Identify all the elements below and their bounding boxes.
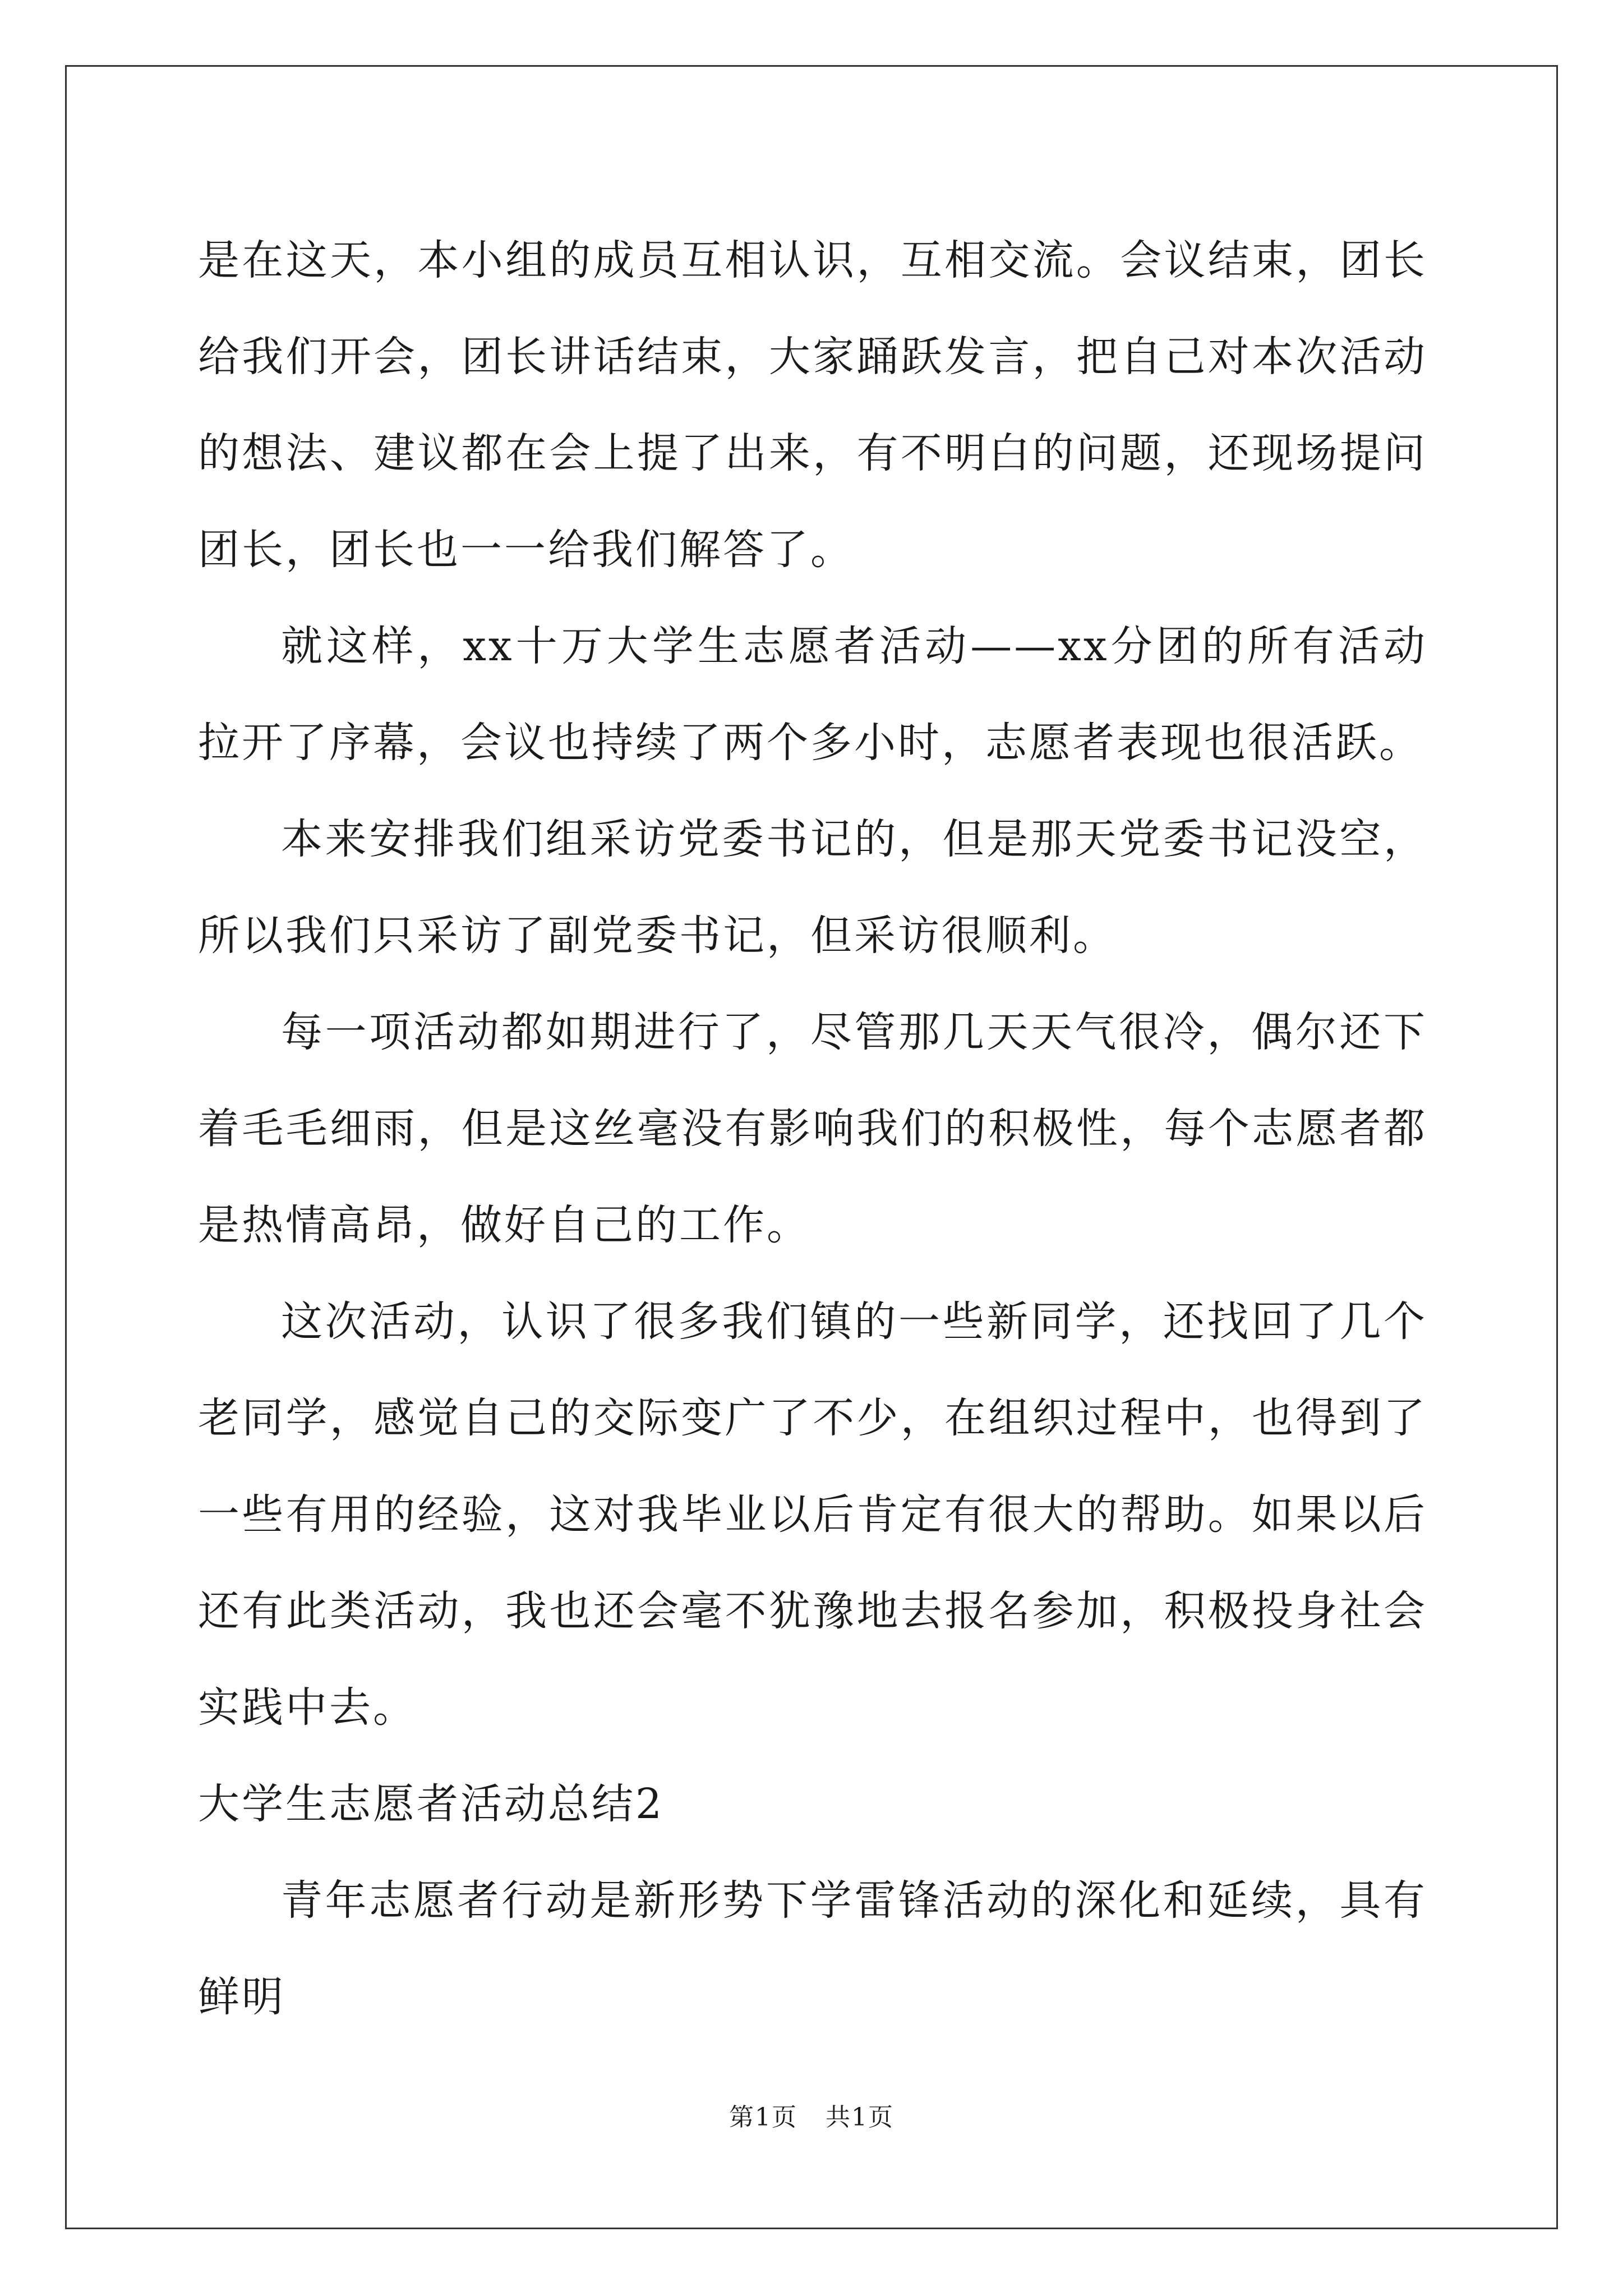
page-footer bbox=[0, 2097, 1623, 2133]
paragraph-3: 本来安排我们组采访党委书记的，但是那天党委书记没空，所以我们只采访了副党委书记，但采访很顺利。 bbox=[198, 815, 1427, 960]
page-number: 第1页 bbox=[729, 2103, 797, 2132]
paragraph-2: 就这样，xx十万大学生志愿者活动——xx分团的所有活动拉开了序幕，会议也持续了两个多小时，志愿者表现也很活跃。 bbox=[198, 622, 1427, 767]
paragraph-5: 这次活动，认识了很多我们镇的一些新同学，还找回了几个老同学，感觉自己的交际变广了不少，在组织过程中，也得到了一些有用的经验，这对我毕业以后肯定有很大的帮助。如果以后还有此类活动，我也还会毫不犹豫地去报名参加，积极投身社会实践中去。 bbox=[198, 1297, 1427, 1732]
paragraph-4: 每一项活动都如期进行了，尽管那几天天气很冷，偶尔还下着毛毛细雨，但是这丝毫没有影响我们的积极性，每个志愿者都是热情高昂，做好自己的工作。 bbox=[198, 1008, 1427, 1249]
document-body bbox=[198, 212, 1427, 2045]
page-total: 共1页 bbox=[826, 2103, 894, 2132]
section-heading: 大学生志愿者活动总结2 bbox=[198, 1780, 665, 1828]
paragraph-6: 青年志愿者行动是新形势下学雷锋活动的深化和延续，具有鲜明 bbox=[198, 1876, 1427, 2021]
paragraph-1: 是在这天，本小组的成员互相认识，互相交流。会议结束，团长给我们开会，团长讲话结束，大家踊跃发言，把自己对本次活动的想法、建议都在会上提了出来，有不明白的问题，还现场提问团长，团长也一一给我们解答了。 bbox=[198, 236, 1427, 574]
